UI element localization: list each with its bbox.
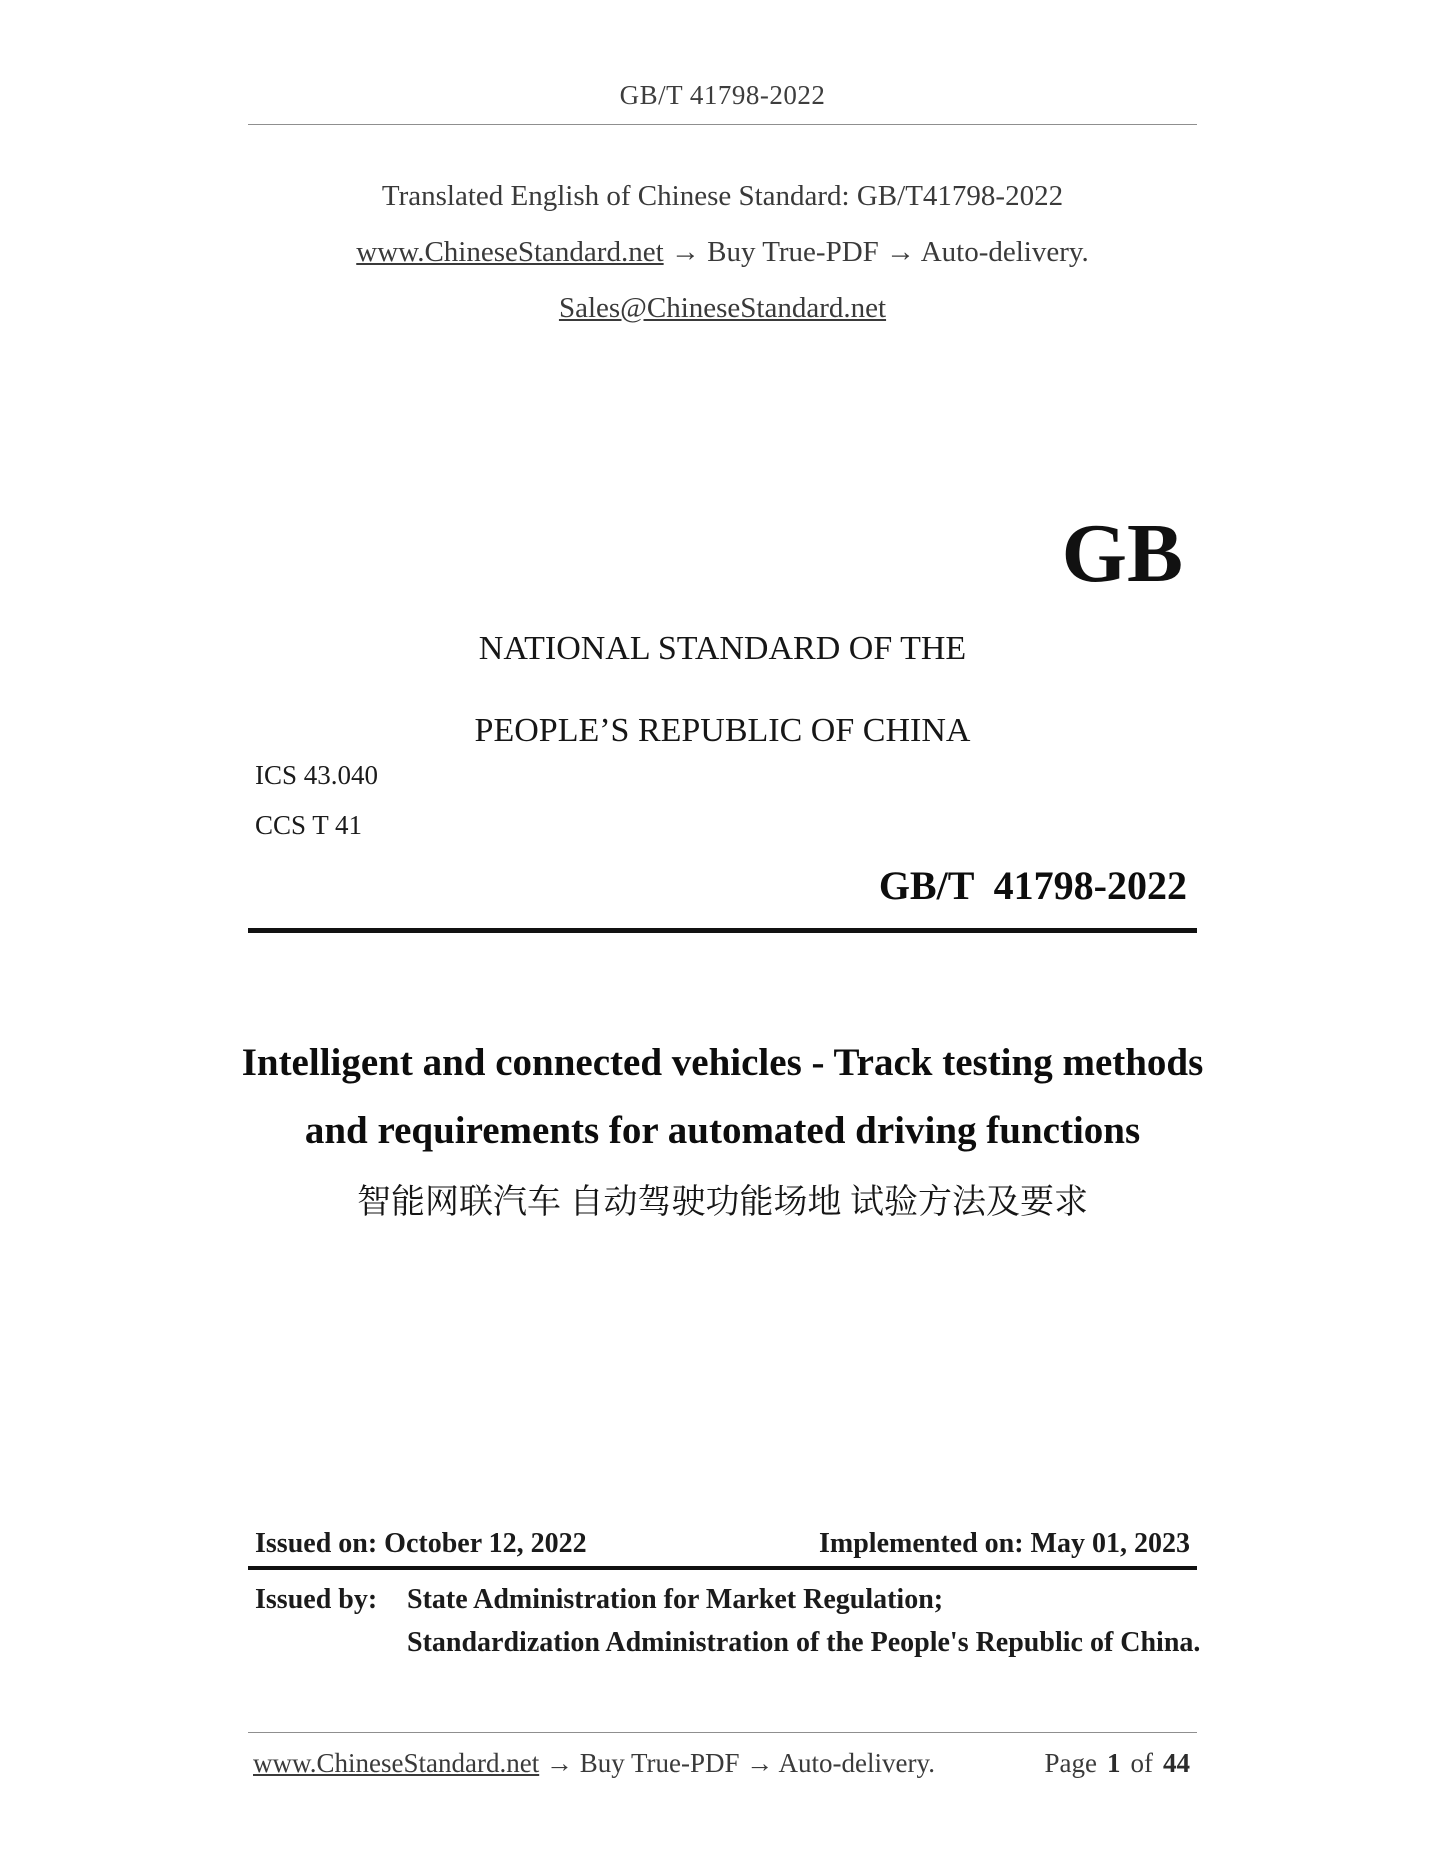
issued-by-label: Issued by: (255, 1584, 378, 1615)
title-english-line2: and requirements for automated driving functions (304, 1109, 1141, 1152)
issuance-dates-row (255, 1528, 1190, 1560)
total-pages: 44 (1163, 1748, 1190, 1778)
page-number: 1 (1107, 1748, 1121, 1778)
header-email-line (0, 292, 1445, 325)
header-buy-tail: → Buy True-PDF → Auto-delivery. (663, 236, 1089, 268)
footer-rule (248, 1732, 1197, 1733)
email-link[interactable]: Sales@ChineseStandard.net (558, 292, 887, 324)
header-doc-number: GB/T 41798-2022 (619, 80, 826, 110)
footer-buy-tail: → Buy True-PDF → Auto-delivery. (539, 1748, 935, 1778)
page-indicator (1045, 1748, 1190, 1779)
issuer-line2: Standardization Administration of the People's Republic of China. (407, 1627, 1201, 1658)
issuance-rule (248, 1566, 1197, 1570)
ics-code: ICS 43.040 (255, 760, 379, 790)
website-link[interactable]: www.ChineseStandard.net (356, 236, 664, 268)
title-english-line1: Intelligent and connected vehicles - Track testing methods (241, 1041, 1204, 1084)
header-buy-line (0, 236, 1445, 269)
ccs-code: CCS T 41 (255, 810, 363, 840)
footer-website-link[interactable]: www.ChineseStandard.net (253, 1748, 540, 1778)
national-standard-line1: NATIONAL STANDARD OF THE (478, 630, 967, 667)
issued-by-row (255, 1584, 943, 1616)
footer-row (253, 1748, 1190, 1779)
issued-on-date: Issued on: October 12, 2022 (255, 1528, 587, 1559)
of-label: of (1130, 1748, 1153, 1778)
gb-logo: GB (1061, 507, 1183, 600)
implemented-on-date: Implemented on: May 01, 2023 (819, 1528, 1190, 1559)
masthead-rule (248, 928, 1197, 933)
title-chinese: 智能网联汽车 自动驾驶功能场地 试验方法及要求 (357, 1184, 1088, 1221)
national-standard-line2: PEOPLE’S REPUBLIC OF CHINA (474, 712, 971, 749)
page-label: Page (1044, 1748, 1097, 1778)
standard-number: GB/T 41798-2022 (878, 863, 1187, 908)
footer-buy-line (253, 1748, 935, 1779)
header-translated-line: Translated English of Chinese Standard: GB/T41798-2022 (381, 180, 1064, 212)
header-rule (248, 124, 1197, 125)
issuer-line1: State Administration for Market Regulation; (407, 1584, 944, 1615)
